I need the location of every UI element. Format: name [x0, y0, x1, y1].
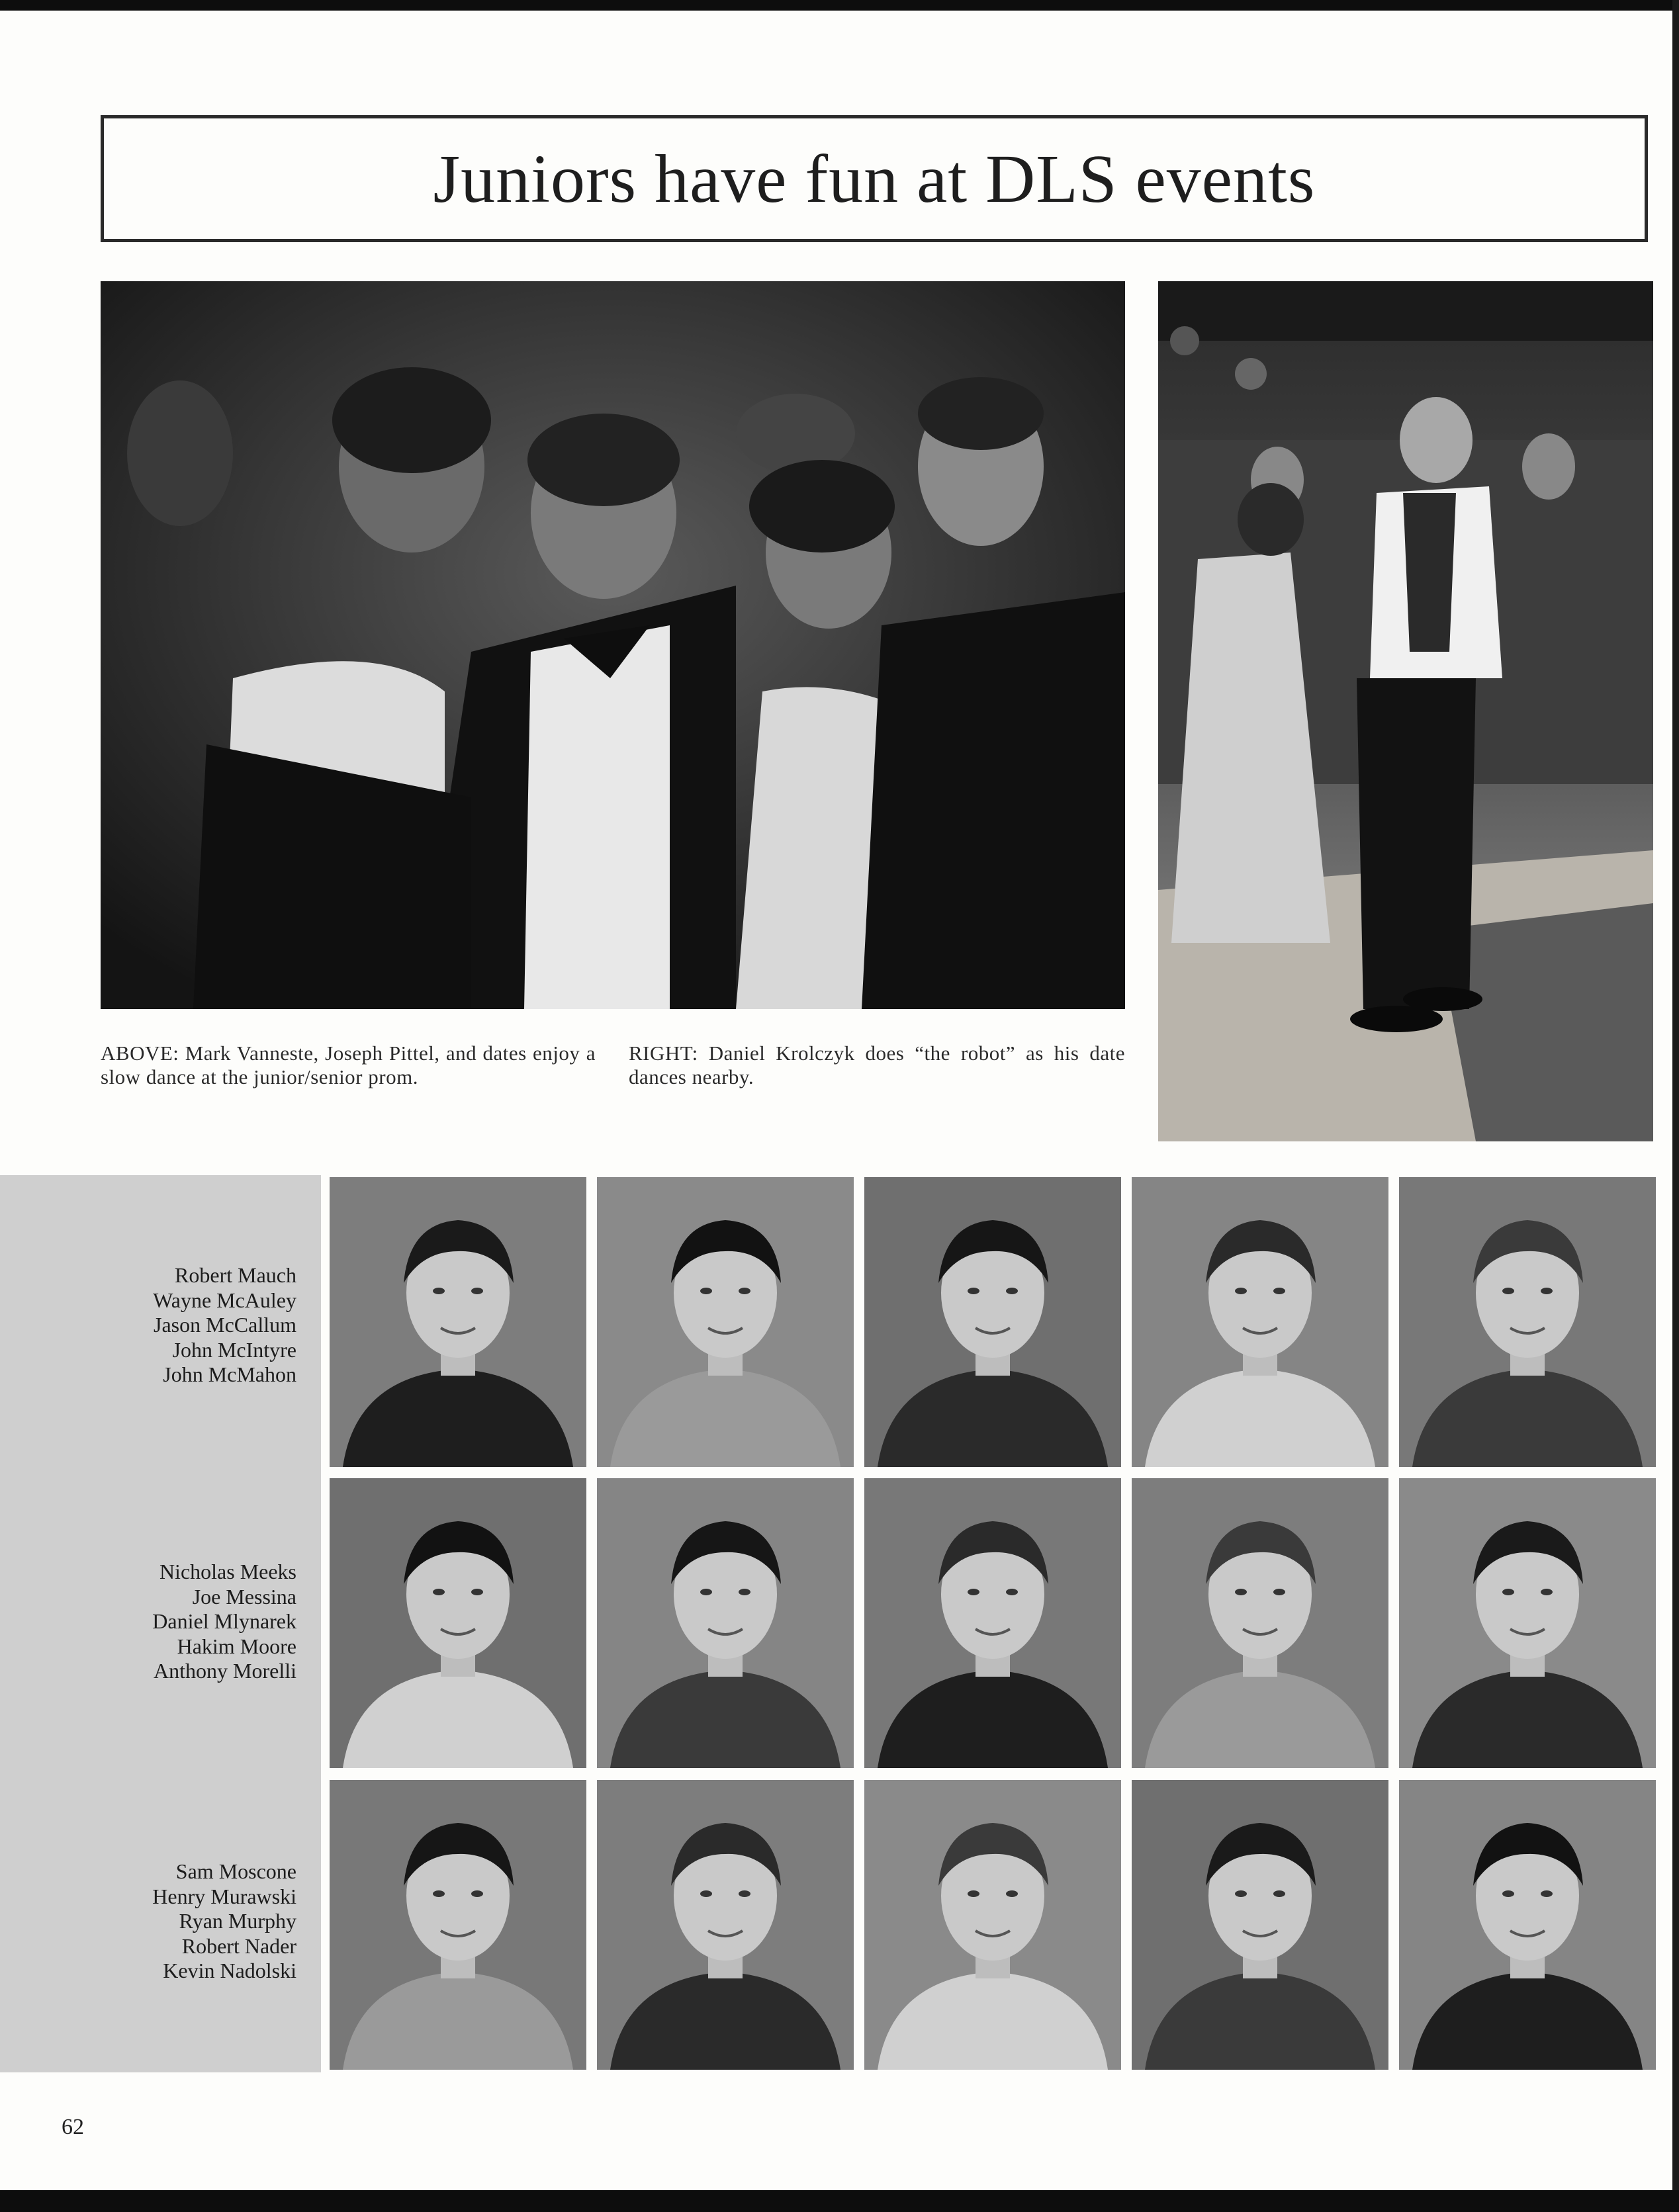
student-name: Nicholas Meeks: [159, 1560, 296, 1583]
prom-slow-dance-photo: [101, 281, 1125, 1009]
student-name: Ryan Murphy: [179, 1909, 296, 1933]
student-portrait: [597, 1478, 854, 1768]
page-number: 62: [62, 2115, 84, 2139]
student-name: Robert Nader: [181, 1933, 296, 1958]
student-portrait: [1399, 1780, 1656, 2070]
student-portrait: [330, 1780, 586, 2070]
student-portrait: [330, 1177, 586, 1467]
caption-right: RIGHT: Daniel Krolczyk does “the robot” as his date dances nearby.: [629, 1041, 1125, 1088]
student-portrait: [1399, 1478, 1656, 1768]
student-name: Hakim Moore: [177, 1634, 296, 1658]
scan-right-border: [1672, 0, 1679, 2212]
title-frame: [101, 115, 1648, 242]
student-portrait: [864, 1780, 1121, 2070]
student-name: Wayne McAuley: [153, 1288, 296, 1312]
student-name: Anthony Morelli: [154, 1659, 296, 1683]
student-name: Kevin Nadolski: [163, 1959, 296, 1982]
student-name: Jason McCallum: [154, 1313, 296, 1337]
student-name: Daniel Mlynarek: [152, 1609, 296, 1633]
student-name: John McIntyre: [172, 1337, 296, 1362]
student-name: Sam Moscone: [175, 1859, 296, 1883]
student-name: Joe Messina: [192, 1584, 296, 1609]
scan-bottom-border: [0, 2190, 1679, 2212]
student-name: Henry Murawski: [152, 1884, 296, 1908]
student-portrait: [864, 1478, 1121, 1768]
student-name: John McMahon: [163, 1362, 296, 1386]
student-portrait: [330, 1478, 586, 1768]
name-group-row-2: [19, 1560, 296, 1684]
student-name: Robert Mauch: [175, 1263, 296, 1287]
robot-dance-photo: [1158, 281, 1653, 1141]
student-portrait: [1132, 1478, 1388, 1768]
student-portrait: [864, 1177, 1121, 1467]
student-portrait: [1132, 1780, 1388, 2070]
name-group-row-3: [19, 1859, 296, 1984]
caption-above: ABOVE: Mark Vanneste, Joseph Pittel, and dates enjoy a slow dance at the junior/senior prom.: [101, 1041, 596, 1088]
student-portrait: [1132, 1177, 1388, 1467]
student-portrait: [597, 1780, 854, 2070]
name-group-row-1: [19, 1263, 296, 1388]
page-title: Juniors have fun at DLS events: [433, 140, 1316, 217]
student-portrait: [1399, 1177, 1656, 1467]
student-portrait: [597, 1177, 854, 1467]
scan-top-border: [0, 0, 1679, 11]
